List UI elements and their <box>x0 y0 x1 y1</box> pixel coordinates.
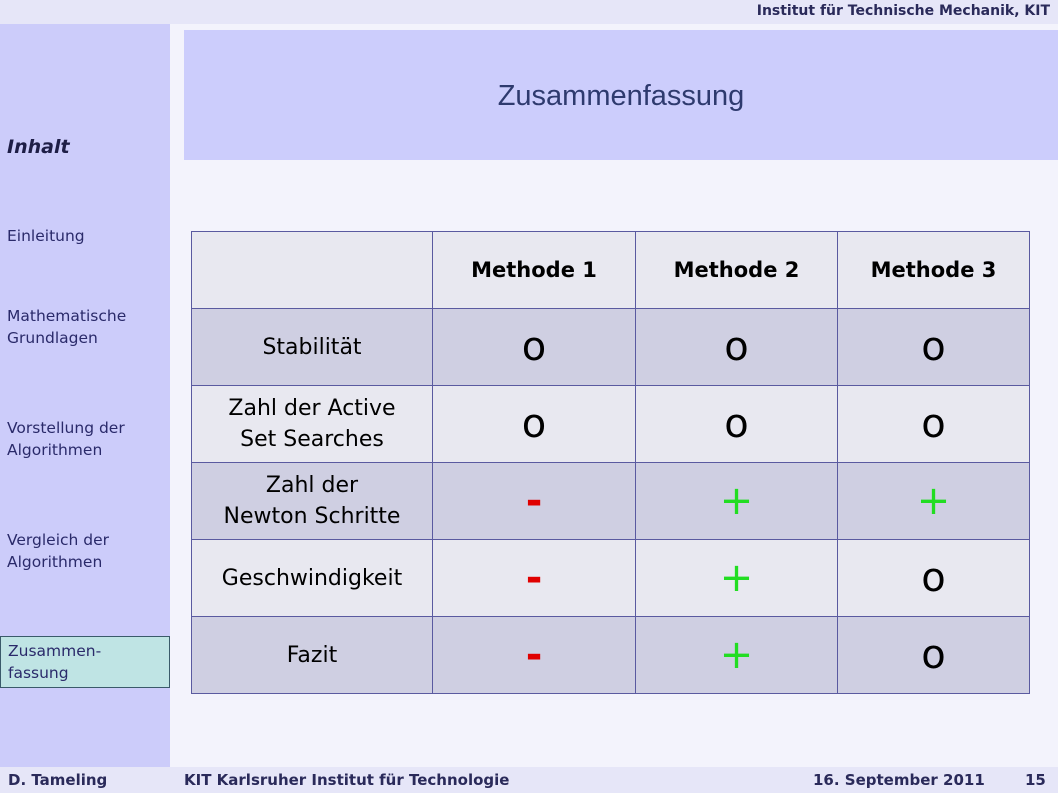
footer-organization: KIT Karlsruher Institut für Technologie <box>184 771 510 789</box>
column-header-methode-2: Methode 2 <box>636 232 838 309</box>
table-cell: o <box>433 309 636 386</box>
table-cell: o <box>636 386 838 463</box>
table-header-row <box>192 232 1030 309</box>
table-cell: - <box>433 617 636 694</box>
institute-name: Institut für Technische Mechanik, KIT <box>756 3 1050 19</box>
table-row <box>192 309 1030 386</box>
sidebar <box>0 24 170 767</box>
page-title: Zusammenfassung <box>497 80 745 112</box>
header-band <box>0 0 1058 24</box>
table-cell: - <box>433 463 636 540</box>
column-header-methode-3: Methode 3 <box>838 232 1030 309</box>
table-cell: + <box>636 463 838 540</box>
table-cell: o <box>433 386 636 463</box>
table-cell: + <box>636 540 838 617</box>
table-cell: - <box>433 540 636 617</box>
footer-date: 16. September 2011 <box>813 771 985 789</box>
sidebar-item-mathematische-grundlagen[interactable]: Mathematische Grundlagen <box>7 307 127 347</box>
sidebar-item-einleitung[interactable]: Einleitung <box>7 227 85 245</box>
sidebar-item-vergleich[interactable]: Vergleich der Algorithmen <box>7 531 110 571</box>
table-row <box>192 386 1030 463</box>
table-cell: + <box>636 617 838 694</box>
footer-band <box>0 767 1058 793</box>
row-label-active-set-searches: Zahl der Active Set Searches <box>192 386 433 463</box>
sidebar-item-zusammenfassung[interactable]: Zusammen- fassung <box>0 636 170 688</box>
sidebar-item-vorstellung[interactable]: Vorstellung der Algorithmen <box>7 419 125 459</box>
row-label-geschwindigkeit: Geschwindigkeit <box>192 540 433 617</box>
column-header-methode-1: Methode 1 <box>433 232 636 309</box>
table-cell: o <box>838 309 1030 386</box>
table-cell: o <box>838 617 1030 694</box>
sidebar-title: Inhalt <box>7 136 70 158</box>
table-corner-cell <box>192 232 433 309</box>
table-cell: + <box>838 463 1030 540</box>
footer-page-number: 15 <box>1025 771 1046 789</box>
table-row <box>192 617 1030 694</box>
table-cell: o <box>838 386 1030 463</box>
comparison-table <box>191 231 1030 694</box>
row-label-newton-schritte: Zahl der Newton Schritte <box>192 463 433 540</box>
table-row <box>192 463 1030 540</box>
row-label-fazit: Fazit <box>192 617 433 694</box>
row-label-stabilitaet: Stabilität <box>192 309 433 386</box>
table-cell: o <box>636 309 838 386</box>
table-cell: o <box>838 540 1030 617</box>
footer-author: D. Tameling <box>8 771 108 789</box>
title-box <box>184 30 1058 160</box>
table-row <box>192 540 1030 617</box>
